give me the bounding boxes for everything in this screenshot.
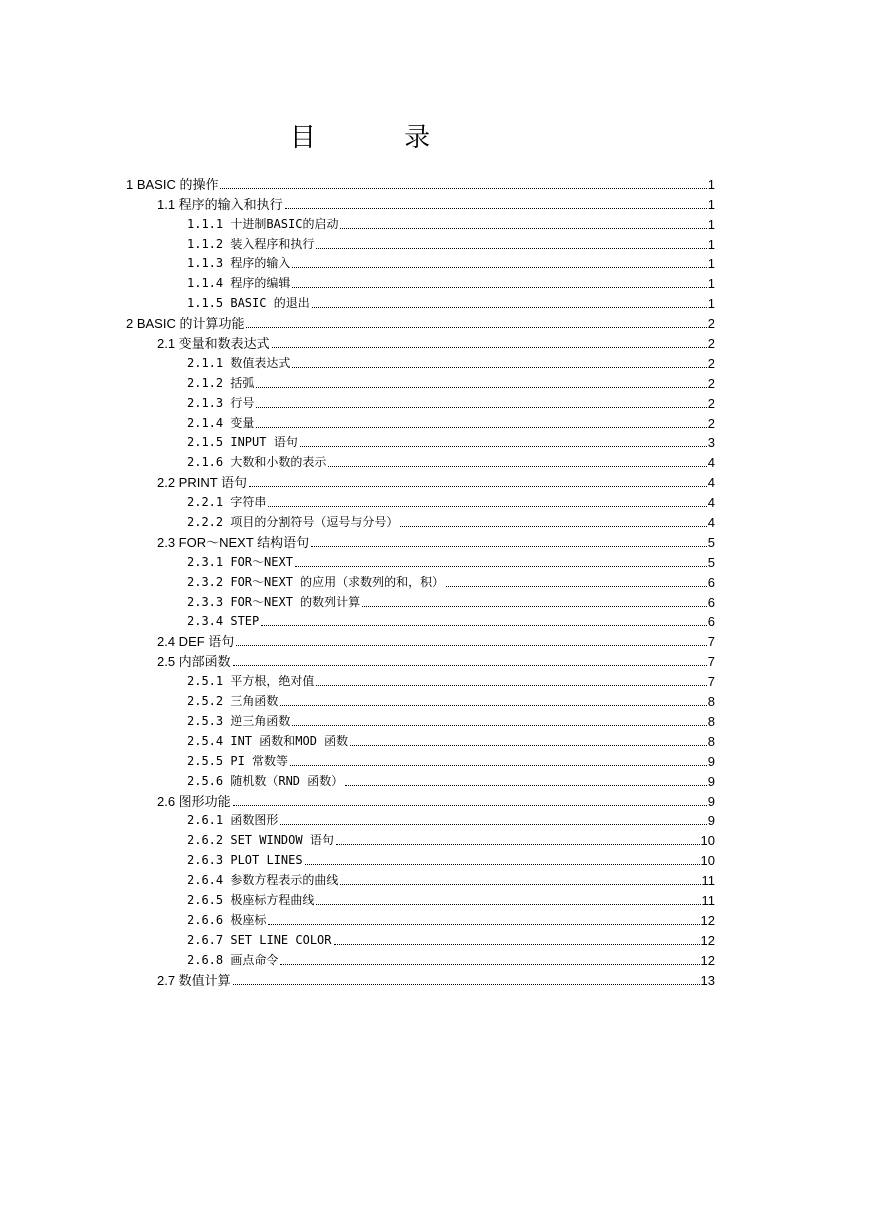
toc-entry[interactable] <box>126 331 715 351</box>
toc-entry-label: 2.4 DEF 语句 <box>157 634 235 650</box>
toc-entry-page-number: 9 <box>707 813 715 829</box>
dot-leader <box>268 924 699 925</box>
toc-entry[interactable] <box>126 311 715 331</box>
dot-leader <box>305 864 700 865</box>
dot-leader <box>261 625 707 626</box>
toc-entry-label: 1.1.4 程序的编辑 <box>187 276 291 291</box>
dot-leader <box>316 248 706 249</box>
toc-entry[interactable] <box>126 749 715 769</box>
dot-leader <box>311 546 707 547</box>
dot-leader <box>362 606 707 607</box>
dot-leader <box>280 705 706 706</box>
toc-entry-label: 2.6.1 函数图形 <box>187 813 279 828</box>
dot-leader <box>256 387 706 388</box>
toc-entry-page-number: 4 <box>707 495 715 511</box>
dot-leader <box>316 685 706 686</box>
toc-entry-label: 2.1.5 INPUT 语句 <box>187 435 298 450</box>
toc-entry[interactable] <box>126 709 715 729</box>
toc-entry-page-number: 7 <box>707 654 715 670</box>
toc-entry-label: 2.2.1 字符串 <box>187 495 267 510</box>
toc-entry-page-number: 6 <box>707 614 715 630</box>
dot-leader <box>256 407 706 408</box>
toc-entry-label: 1.1 程序的输入和执行 <box>157 196 283 212</box>
toc-entry-label: 2.6 图形功能 <box>157 793 231 809</box>
toc-entry[interactable] <box>126 868 715 888</box>
toc-entry-label: 1 BASIC 的操作 <box>126 176 219 192</box>
toc-entry-page-number: 4 <box>707 475 715 491</box>
toc-entry-page-number: 5 <box>707 554 715 570</box>
dot-leader <box>280 824 706 825</box>
toc-entry-label: 2.6.8 画点命令 <box>187 952 279 967</box>
toc-entry[interactable] <box>126 729 715 749</box>
toc-entry-page-number: 4 <box>707 515 715 531</box>
dot-leader <box>328 466 706 467</box>
toc-entry-page-number: 2 <box>707 395 715 411</box>
toc-entry-page-number: 1 <box>707 296 715 312</box>
toc-entry-page-number: 8 <box>707 713 715 729</box>
toc-entry[interactable] <box>126 291 715 311</box>
dot-leader <box>350 745 707 746</box>
toc-entry[interactable] <box>126 550 715 570</box>
toc-entry[interactable] <box>126 490 715 510</box>
toc-entry[interactable] <box>126 391 715 411</box>
toc-entry-label: 2.1.2 括弧 <box>187 375 255 390</box>
toc-entry-page-number: 5 <box>707 534 715 550</box>
toc-entry-label: 2.5.2 三角函数 <box>187 694 279 709</box>
dot-leader <box>233 805 707 806</box>
toc-entry[interactable] <box>126 192 715 212</box>
toc-entry[interactable] <box>126 570 715 590</box>
toc-entry-page-number: 1 <box>707 216 715 232</box>
toc-entry[interactable] <box>126 649 715 669</box>
toc-entry-page-number: 1 <box>707 276 715 292</box>
dot-leader <box>285 208 707 209</box>
dot-leader <box>292 287 706 288</box>
toc-entry[interactable] <box>126 769 715 789</box>
dot-leader <box>268 506 706 507</box>
toc-entry-page-number: 6 <box>707 574 715 590</box>
toc-entry[interactable] <box>126 610 715 630</box>
table-of-contents <box>126 172 715 988</box>
toc-entry[interactable] <box>126 232 715 252</box>
toc-entry-label: 2.5.5 PI 常数等 <box>187 753 289 768</box>
dot-leader <box>272 347 707 348</box>
dot-leader <box>249 486 707 487</box>
toc-entry-page-number: 8 <box>707 733 715 749</box>
toc-entry-label: 2.5.4 INT 函数和MOD 函数 <box>187 733 349 748</box>
dot-leader <box>345 785 707 786</box>
toc-entry-label: 2 BASIC 的计算功能 <box>126 316 245 332</box>
toc-entry[interactable] <box>126 530 715 550</box>
toc-entry-page-number: 2 <box>707 336 715 352</box>
toc-entry-label: 2.6.7 SET LINE COLOR <box>187 932 332 947</box>
toc-entry[interactable] <box>126 172 715 192</box>
dot-leader <box>236 645 706 646</box>
toc-entry-page-number: 12 <box>700 952 715 968</box>
toc-entry[interactable] <box>126 252 715 272</box>
toc-entry-label: 2.6.3 PLOT LINES <box>187 853 303 868</box>
dot-leader <box>300 446 707 447</box>
toc-entry-label: 2.2 PRINT 语句 <box>157 475 248 491</box>
toc-entry-label: 2.5.3 逆三角函数 <box>187 713 291 728</box>
toc-entry-label: 2.2.2 项目的分割符号（逗号与分号） <box>187 515 399 530</box>
toc-entry-page-number: 7 <box>707 634 715 650</box>
toc-entry-label: 2.6.2 SET WINDOW 语句 <box>187 833 334 848</box>
toc-entry-page-number: 9 <box>707 753 715 769</box>
dot-leader <box>256 427 706 428</box>
toc-entry-label: 2.1 变量和数表达式 <box>157 336 270 352</box>
toc-entry-label: 2.3.3 FOR～NEXT 的数列计算 <box>187 594 361 609</box>
toc-entry[interactable] <box>126 629 715 649</box>
toc-entry[interactable] <box>126 411 715 431</box>
toc-entry-label: 2.1.1 数值表达式 <box>187 355 291 370</box>
toc-entry[interactable] <box>126 968 715 988</box>
toc-entry-page-number: 10 <box>700 853 715 869</box>
toc-entry[interactable] <box>126 928 715 948</box>
toc-entry-label: 2.5 内部函数 <box>157 654 231 670</box>
toc-entry-page-number: 2 <box>707 355 715 371</box>
toc-entry-label: 2.6.5 极座标方程曲线 <box>187 892 315 907</box>
toc-entry-label: 2.3 FOR～NEXT 结构语句 <box>157 534 310 550</box>
toc-entry[interactable] <box>126 908 715 928</box>
dot-leader <box>316 904 700 905</box>
dot-leader <box>246 327 706 328</box>
toc-entry-page-number: 2 <box>707 375 715 391</box>
toc-entry-label: 2.1.3 行号 <box>187 395 255 410</box>
dot-leader <box>292 267 706 268</box>
toc-entry-page-number: 9 <box>707 773 715 789</box>
toc-entry-page-number: 11 <box>701 892 715 908</box>
toc-entry-page-number: 12 <box>700 932 715 948</box>
toc-entry[interactable] <box>126 450 715 470</box>
toc-entry-page-number: 7 <box>707 674 715 690</box>
toc-entry-label: 1.1.5 BASIC 的退出 <box>187 296 310 311</box>
dot-leader <box>446 586 707 587</box>
toc-entry-label: 2.6.6 极座标 <box>187 912 267 927</box>
toc-entry-page-number: 1 <box>707 236 715 252</box>
toc-entry-page-number: 1 <box>707 256 715 272</box>
toc-entry-label: 2.3.4 STEP <box>187 614 260 629</box>
dot-leader <box>290 765 707 766</box>
toc-entry-page-number: 10 <box>700 833 715 849</box>
dot-leader <box>233 665 707 666</box>
dot-leader <box>400 526 706 527</box>
toc-entry-label: 1.1.2 装入程序和执行 <box>187 236 315 251</box>
toc-entry[interactable] <box>126 470 715 490</box>
toc-entry-page-number: 1 <box>707 196 715 212</box>
toc-entry-label: 2.5.6 随机数（RND 函数） <box>187 773 344 788</box>
dot-leader <box>340 884 700 885</box>
toc-entry-page-number: 4 <box>707 455 715 471</box>
toc-entry-page-number: 1 <box>707 176 715 192</box>
toc-entry[interactable] <box>126 809 715 829</box>
toc-entry-label: 2.6.4 参数方程表示的曲线 <box>187 873 339 888</box>
toc-entry[interactable] <box>126 371 715 391</box>
toc-entry-label: 2.3.1 FOR～NEXT <box>187 554 293 569</box>
dot-leader <box>336 844 700 845</box>
toc-entry-label: 1.1.1 十进制BASIC的启动 <box>187 216 339 231</box>
toc-entry-page-number: 11 <box>701 873 715 889</box>
toc-entry-label: 1.1.3 程序的输入 <box>187 256 291 271</box>
toc-entry-page-number: 3 <box>707 435 715 451</box>
toc-entry[interactable] <box>126 669 715 689</box>
toc-entry-page-number: 9 <box>707 793 715 809</box>
toc-entry[interactable] <box>126 431 715 451</box>
dot-leader <box>295 566 707 567</box>
toc-entry-label: 2.1.4 变量 <box>187 415 255 430</box>
toc-entry[interactable] <box>126 888 715 908</box>
toc-entry-label: 2.5.1 平方根，绝对值 <box>187 674 315 689</box>
toc-entry-page-number: 6 <box>707 594 715 610</box>
toc-entry[interactable] <box>126 351 715 371</box>
dot-leader <box>292 367 706 368</box>
toc-entry[interactable] <box>126 848 715 868</box>
page-title: 目 录 <box>289 123 471 154</box>
toc-entry-page-number: 2 <box>707 415 715 431</box>
toc-entry-page-number: 13 <box>700 972 715 988</box>
dot-leader <box>292 725 706 726</box>
dot-leader <box>280 964 699 965</box>
toc-entry-page-number: 8 <box>707 694 715 710</box>
toc-entry[interactable] <box>126 828 715 848</box>
dot-leader <box>220 188 706 189</box>
toc-entry[interactable] <box>126 510 715 530</box>
toc-entry-page-number: 12 <box>700 912 715 928</box>
dot-leader <box>233 984 700 985</box>
toc-entry-label: 2.7 数值计算 <box>157 972 231 988</box>
toc-entry[interactable] <box>126 212 715 232</box>
toc-entry-page-number: 2 <box>707 316 715 332</box>
toc-entry[interactable] <box>126 789 715 809</box>
toc-entry[interactable] <box>126 689 715 709</box>
toc-entry[interactable] <box>126 590 715 610</box>
toc-entry-label: 2.3.2 FOR～NEXT 的应用（求数列的和，积） <box>187 574 445 589</box>
dot-leader <box>334 944 700 945</box>
toc-entry-label: 2.1.6 大数和小数的表示 <box>187 455 327 470</box>
dot-leader <box>340 228 706 229</box>
dot-leader <box>312 307 707 308</box>
toc-entry[interactable] <box>126 271 715 291</box>
toc-entry[interactable] <box>126 948 715 968</box>
